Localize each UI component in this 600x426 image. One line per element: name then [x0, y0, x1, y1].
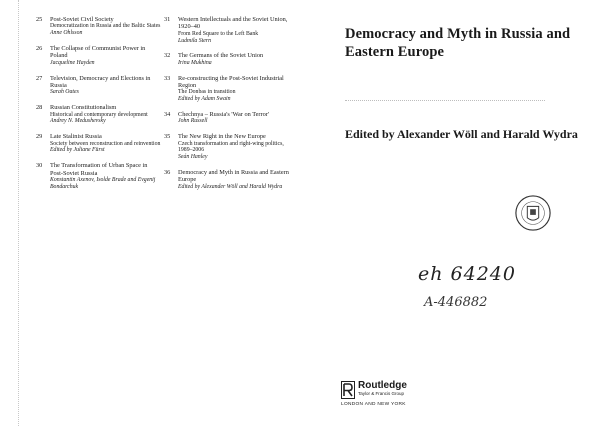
handwritten-accession-number: A-446882: [424, 295, 488, 310]
handwritten-shelfmark: eh 64240: [418, 263, 516, 285]
series-entry-title: The Collapse of Communist Power in Poland: [50, 45, 146, 60]
book-title: Democracy and Myth in Russia and Eastern Europe: [345, 26, 571, 60]
series-entry-author: Edited by Juliane Fürst: [50, 147, 105, 154]
series-entry: [164, 75, 289, 103]
series-entry-title: The New Right in the New Europe: [178, 133, 266, 141]
series-entry: [36, 75, 161, 97]
series-entry: [164, 111, 289, 125]
series-entry-author: Jacqueline Hayden: [50, 59, 95, 66]
series-entry-author: Ludmila Stern: [178, 37, 212, 44]
publisher-name: Routledge: [358, 380, 407, 391]
series-entry-title: The Germans of the Soviet Union: [178, 52, 264, 60]
series-entry-number: 25: [36, 16, 43, 23]
series-entry-author: Konstantin Axenov, Isolde Brade and Evgenij Bondarchuk: [50, 177, 156, 190]
series-list-column-left: [36, 16, 161, 199]
series-entry-number: 32: [164, 52, 171, 60]
publisher-cities: LONDON AND NEW YORK: [341, 402, 406, 407]
series-entry-title: Western Intellectuals and the Soviet Union, 1920–40: [178, 16, 288, 31]
series-entry: [164, 169, 289, 191]
routledge-logo-icon: [341, 381, 355, 399]
series-entry-number: 33: [164, 74, 171, 82]
series-entry-author: Edited by Adam Swain: [178, 96, 231, 103]
series-entry-number: 35: [164, 133, 171, 141]
series-entry-number: 26: [36, 45, 43, 52]
series-entry-title: The Transformation of Urban Space in Post-Soviet Russia: [50, 162, 148, 177]
series-entry-author: John Russell: [178, 118, 208, 125]
series-entry-author: Sarah Oates: [50, 89, 79, 96]
series-entry: [164, 52, 289, 66]
series-entry-author: Anne Ohlsson: [50, 30, 83, 37]
series-entry-subtitle: Historical and contemporary development: [50, 111, 148, 118]
series-entry: [164, 16, 289, 44]
series-entry-title: Post-Soviet Civil Society: [50, 16, 114, 23]
series-entry-subtitle: Democratization in Russia and the Baltic States: [50, 23, 161, 30]
series-entry: [36, 16, 161, 37]
series-entry-title: Re-constructing the Post-Soviet Industrial Region: [178, 74, 284, 90]
series-entry-author: Andrey N. Medushevsky: [50, 118, 106, 125]
series-entry-author: Irina Mukhina: [178, 59, 212, 66]
series-entry-title: Russian Constitutionalism: [50, 104, 117, 112]
series-entry-subtitle: The Donbas in transition: [178, 89, 236, 96]
series-entry-title: Television, Democracy and Elections in Russia: [50, 74, 151, 90]
series-entry-author: Seán Hanley: [178, 154, 208, 161]
book-editors: Edited by Alexander Wöll and Harald Wydra: [345, 127, 578, 141]
series-entry-title: Democracy and Myth in Russia and Eastern Europe: [178, 169, 289, 184]
page-edge-line: [18, 0, 19, 426]
series-entry-number: 27: [36, 74, 43, 82]
series-entry-number: 28: [36, 104, 43, 112]
divider-rule: [345, 100, 545, 101]
series-entry-subtitle: Society between reconstruction and reinvention: [50, 140, 161, 147]
series-entry-number: 29: [36, 133, 43, 141]
series-entry-number: 31: [164, 16, 171, 23]
series-entry: [36, 45, 161, 67]
series-entry-subtitle: Czech transformation and right-wing politics, 1989–2006: [178, 140, 284, 154]
series-entry: [36, 104, 161, 125]
series-entry-title: Late Stalinist Russia: [50, 133, 102, 141]
series-entry: [164, 133, 289, 161]
series-list-column-right: [164, 16, 289, 199]
series-entry-author: Edited by Alexander Wöll and Harald Wydra: [178, 183, 283, 190]
series-entry: [36, 162, 161, 190]
series-entry-number: 34: [164, 111, 171, 119]
series-entry-subtitle: From Red Square to the Left Bank: [178, 30, 259, 37]
series-entry-number: 30: [36, 162, 43, 170]
series-entry-number: 36: [164, 169, 171, 177]
series-entry-title: Chechnya – Russia's 'War on Terror': [178, 111, 269, 119]
publisher-tagline: Taylor & Francis Group: [358, 391, 405, 396]
library-stamp-icon: [514, 194, 552, 232]
series-entry: [36, 133, 161, 154]
